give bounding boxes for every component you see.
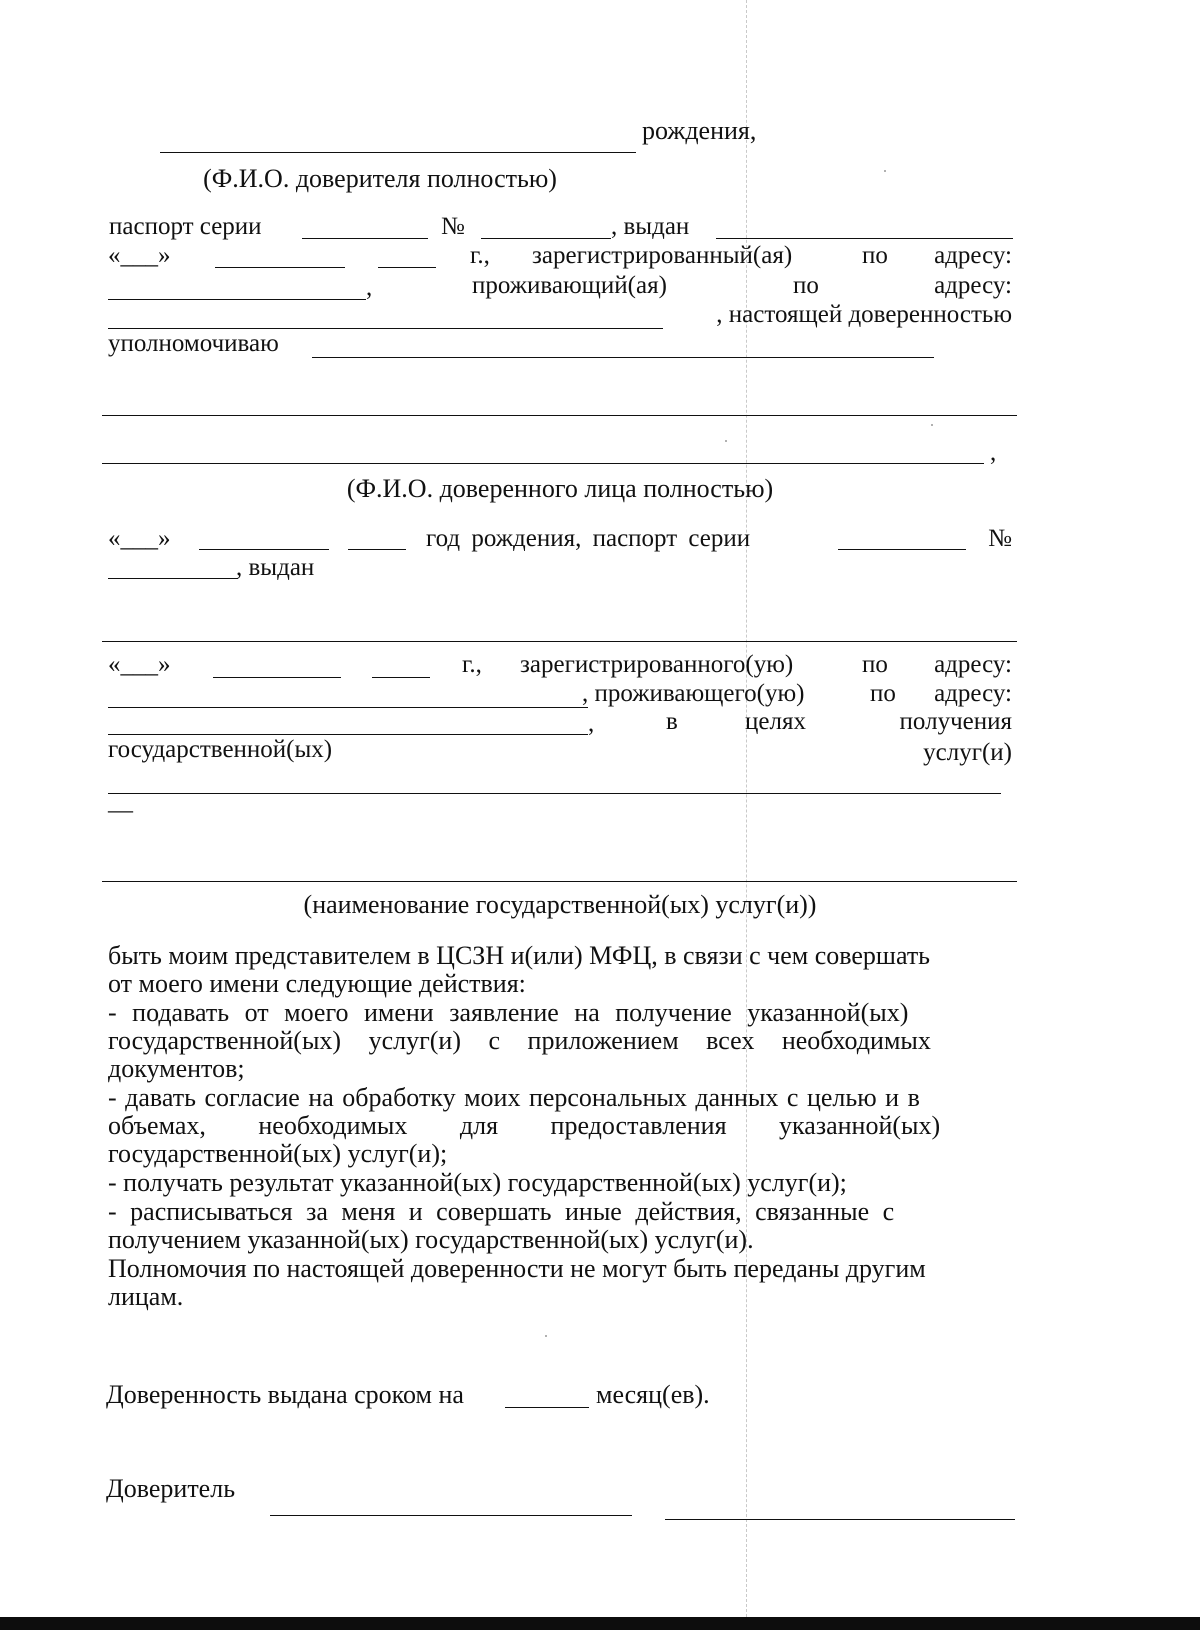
passport-series-label: паспорт серии xyxy=(109,213,262,240)
attorney-name-blank-2[interactable] xyxy=(102,415,1017,416)
state-label: государственной(ых) xyxy=(108,736,333,763)
year-abbr-2: г., xyxy=(462,651,482,678)
body-line-6: - давать согласие на обработку моих персональных данных с целью и в xyxy=(108,1083,920,1112)
trailing-comma: , xyxy=(990,439,997,466)
principal-fio-caption: (Ф.И.О. доверителя полностью) xyxy=(203,164,557,193)
receiving-word: получения xyxy=(899,708,1012,735)
goals-word: целях xyxy=(745,708,806,735)
number-sign-2: № xyxy=(988,525,1012,552)
residing-label-2: , проживающего(ую) xyxy=(582,680,805,707)
principal-issued-by-blank[interactable] xyxy=(716,238,1013,239)
body-line-1: быть моим представителем в ЦСЗН и(или) МФЦ, в связи с чем совершать xyxy=(108,941,931,970)
principal-passport-series-blank[interactable] xyxy=(302,238,428,239)
attorney-res-address-blank[interactable] xyxy=(108,734,588,735)
attorney-name-blank-3[interactable] xyxy=(102,463,984,464)
term-months-blank[interactable] xyxy=(505,1407,589,1408)
attorney-issue-date-quote: «___» xyxy=(108,651,171,678)
body-line-8: государственной(ых) услуг(и); xyxy=(108,1139,448,1168)
address-label-3: адресу: xyxy=(934,651,1012,678)
signature-label: Доверитель xyxy=(106,1474,236,1503)
attorney-name-blank-1[interactable] xyxy=(312,357,934,358)
body-line-2: от моего имени следующие действия: xyxy=(108,969,526,998)
principal-reg-address-blank[interactable] xyxy=(108,299,366,300)
service-name-blank-2[interactable] xyxy=(102,881,1017,882)
scan-bottom-edge xyxy=(0,1617,1200,1630)
term-suffix: месяц(ев). xyxy=(596,1380,710,1409)
attorney-date-quote: «___» xyxy=(108,525,171,552)
scan-speck xyxy=(931,424,933,426)
scan-speck xyxy=(725,440,727,442)
attorney-issued-by-blank[interactable] xyxy=(102,641,1017,642)
attorney-birth-year-blank[interactable] xyxy=(348,549,406,550)
birth-year-label: год рождения, паспорт серии xyxy=(426,525,751,552)
year-abbr: г., xyxy=(470,242,490,269)
registered-label: зарегистрированный(ая) xyxy=(532,242,793,269)
body-line-4: государственной(ых) услуг(и) с приложением всех необходимых xyxy=(108,1026,931,1055)
principal-name-blank[interactable] xyxy=(160,152,636,153)
po-word-3: по xyxy=(862,651,888,678)
services-label: услуг(и) xyxy=(923,739,1012,766)
in-order-word: в xyxy=(666,708,678,735)
authorize-label: уполномочиваю xyxy=(108,330,279,357)
body-line-3: - подавать от моего имени заявление на получение указанной(ых) xyxy=(108,998,909,1027)
comma-2: , xyxy=(588,710,595,737)
body-line-11: получением указанной(ых) государственной(ых) услуг(и). xyxy=(108,1225,754,1254)
address-label-2: адресу: xyxy=(934,272,1012,299)
attorney-birth-month-blank[interactable] xyxy=(199,549,329,550)
birth-suffix: рождения, xyxy=(642,116,757,145)
comma: , xyxy=(366,274,373,301)
body-line-7: объемах, необходимых для предоставления указанной(ых) xyxy=(108,1111,941,1140)
address-label: адресу: xyxy=(934,242,1012,269)
attorney-issue-year-blank[interactable] xyxy=(372,677,430,678)
po-word: по xyxy=(862,242,888,269)
service-caption: (наименование государственной(ых) услуг(и)) xyxy=(303,890,817,919)
residing-label: проживающий(ая) xyxy=(472,272,667,299)
signature-blank[interactable] xyxy=(270,1515,632,1516)
signature-name-blank[interactable] xyxy=(665,1519,1015,1520)
body-line-9: - получать результат указанной(ых) государственной(ых) услуг(и); xyxy=(108,1168,847,1197)
dash: — xyxy=(108,797,133,824)
po-word-4: по xyxy=(870,680,896,707)
body-line-10: - расписываться за меня и совершать иные действия, связанные с xyxy=(108,1197,895,1226)
attorney-fio-caption: (Ф.И.О. доверенного лица полностью) xyxy=(346,474,774,503)
address-label-4: адресу: xyxy=(934,680,1012,707)
attorney-passport-series-blank[interactable] xyxy=(838,549,966,550)
body-line-5: документов; xyxy=(108,1054,245,1083)
date-day-quote: «___» xyxy=(108,242,171,269)
attorney-issue-month-blank[interactable] xyxy=(213,677,341,678)
principal-date-year-blank[interactable] xyxy=(378,267,436,268)
number-sign: № xyxy=(441,213,465,240)
service-name-blank-1[interactable] xyxy=(108,793,1001,794)
registered-label-2: зарегистрированного(ую) xyxy=(520,651,794,678)
principal-date-month-blank[interactable] xyxy=(215,267,345,268)
body-line-12: Полномочия по настоящей доверенности не могут быть переданы другим xyxy=(108,1254,926,1283)
po-word-2: по xyxy=(793,272,819,299)
body-line-13: лицам. xyxy=(108,1282,184,1311)
issued-label: , выдан xyxy=(611,213,690,240)
principal-res-address-blank[interactable] xyxy=(108,328,663,329)
term-prefix: Доверенность выдана сроком на xyxy=(106,1380,464,1409)
attorney-passport-number-blank[interactable] xyxy=(108,578,238,579)
attorney-reg-address-blank[interactable] xyxy=(108,707,588,708)
scan-speck xyxy=(884,170,886,172)
by-this-poa: , настоящей доверенностью xyxy=(716,301,1012,328)
principal-passport-number-blank[interactable] xyxy=(481,238,611,239)
issued-label-2: , выдан xyxy=(236,554,315,581)
scan-speck xyxy=(545,1335,547,1337)
